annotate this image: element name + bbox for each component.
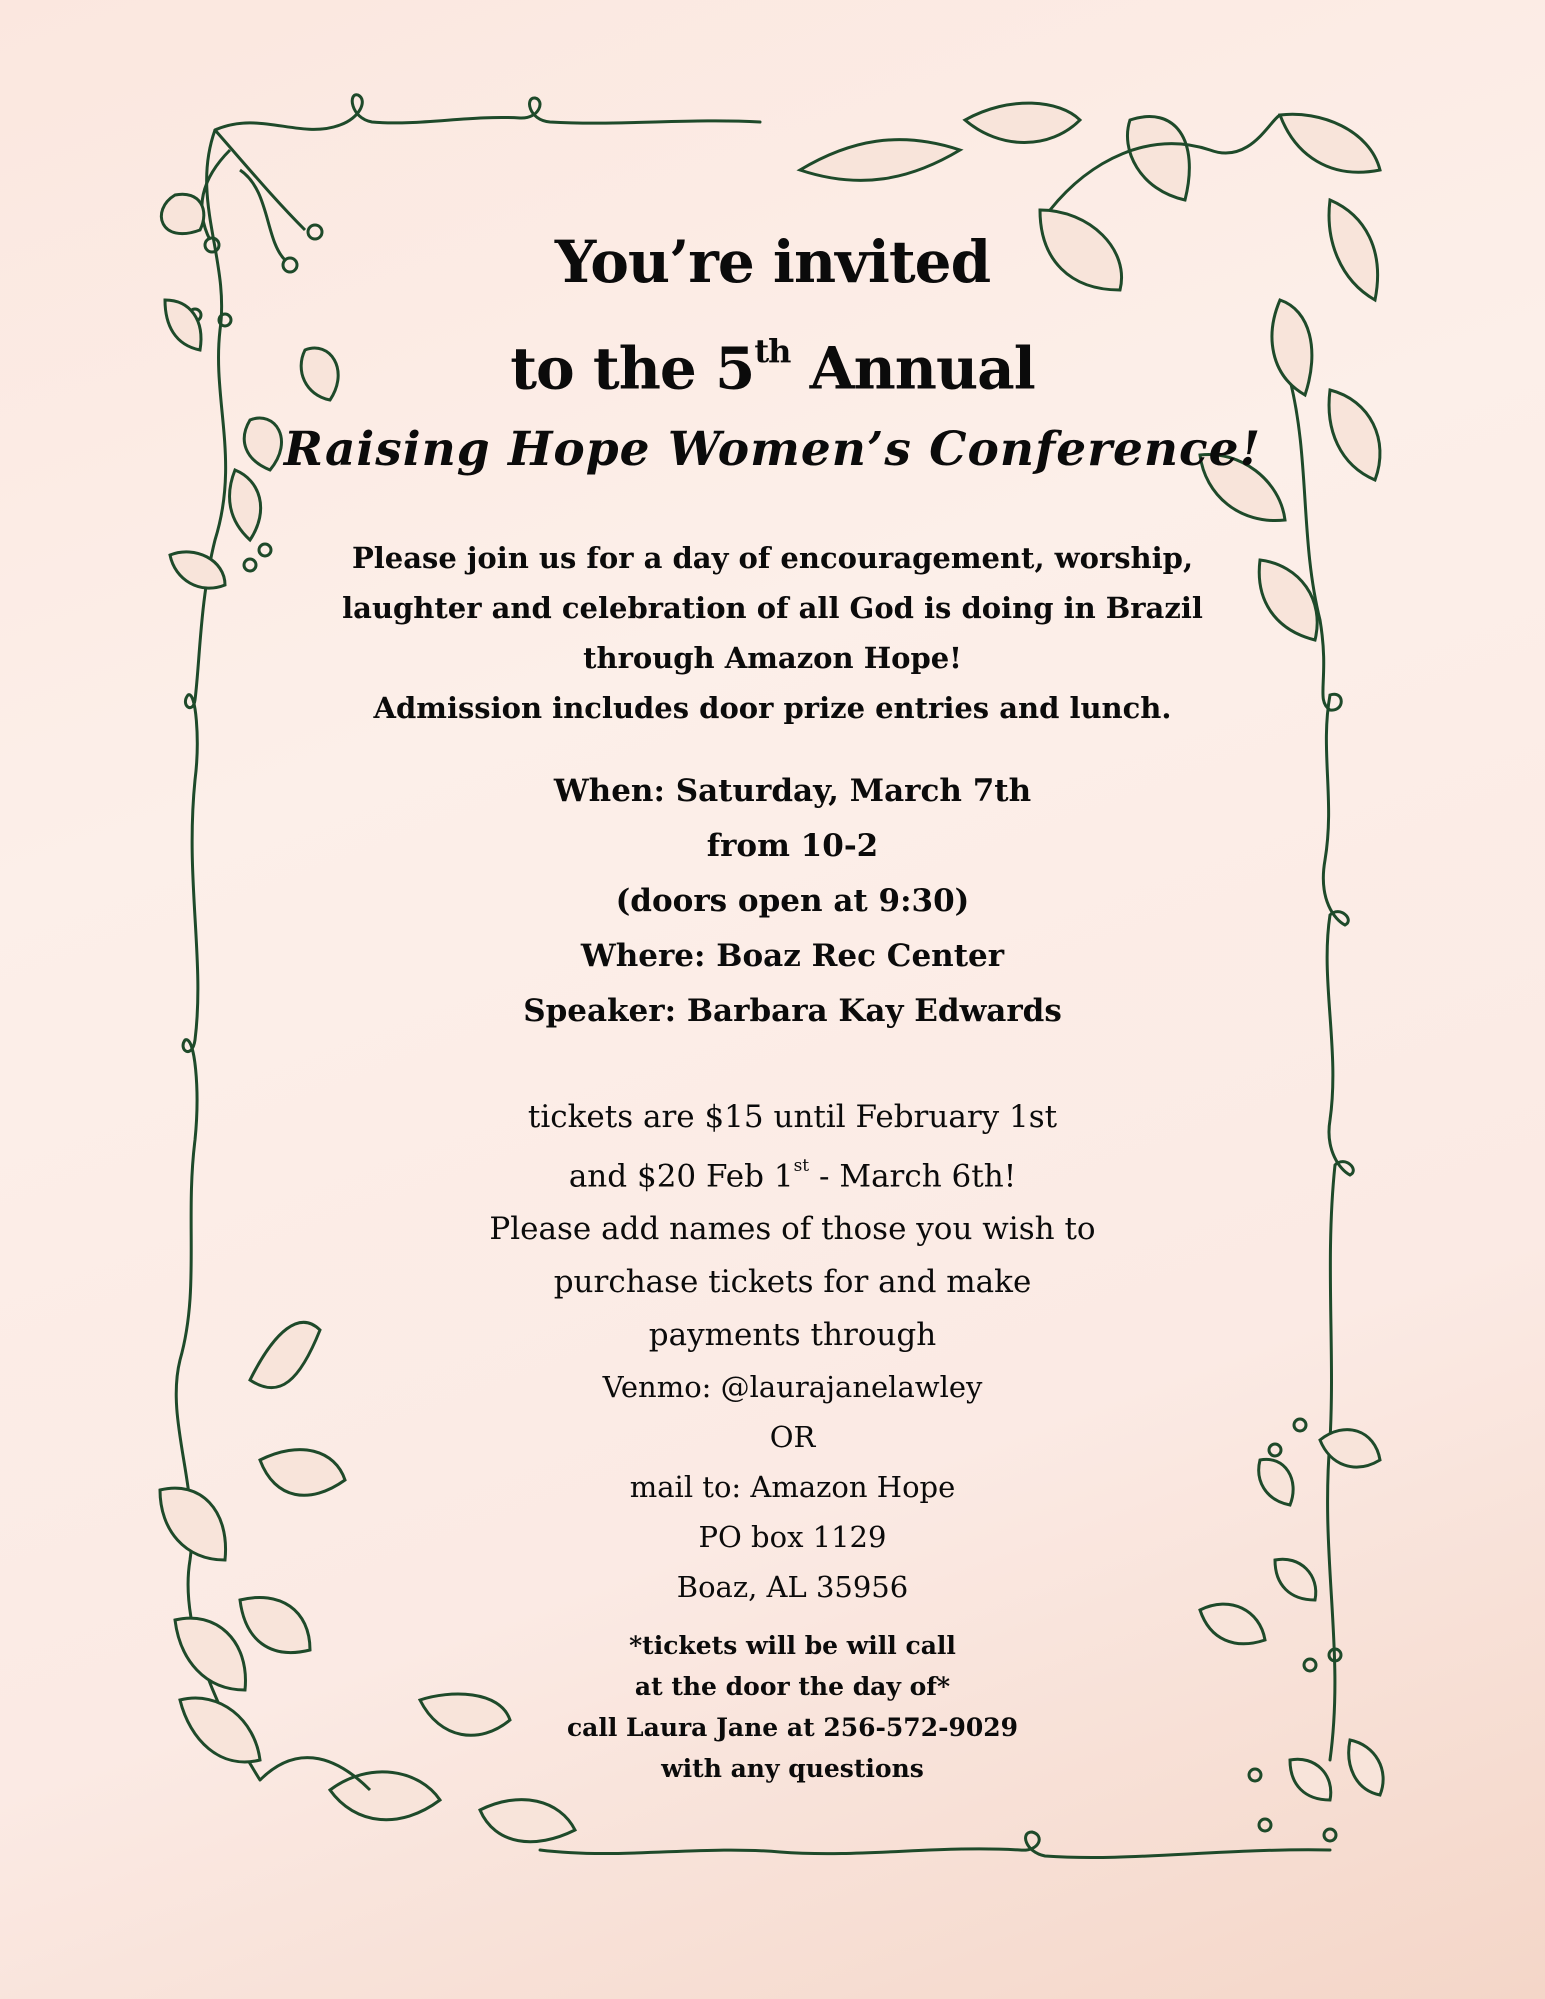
event-name (280, 415, 1265, 485)
ticket-line-2-prefix: and $20 Feb 1 (568, 1158, 794, 1195)
event-title: Raising Hope Women’s Conference! (283, 422, 1262, 477)
footnote-line-2: at the door the day of* (634, 1672, 951, 1701)
invitation-heading (300, 215, 1245, 416)
or-separator: OR (769, 1420, 816, 1455)
ticket-ordinal: st (793, 1156, 810, 1176)
bottom-vine (540, 1832, 1330, 1858)
intro-line-4: Admission includes door prize entries and lunch. (373, 691, 1172, 725)
doors-open: (doors open at 9:30) (615, 883, 970, 919)
event-speaker: Speaker: Barbara Kay Edwards (523, 993, 1062, 1029)
heading-line-2-suffix: Annual (790, 334, 1035, 403)
heading-line-2 (300, 310, 1245, 416)
mailing-city: Boaz, AL 35956 (676, 1570, 909, 1605)
event-location: Where: Boaz Rec Center (580, 938, 1005, 974)
top-vine (215, 95, 760, 130)
ticket-instructions-3: payments through (648, 1317, 937, 1354)
ticket-instructions-2: purchase tickets for and make (553, 1264, 1032, 1301)
ticket-price-line-1: tickets are $15 until February 1st (527, 1099, 1058, 1135)
heading-line-2-prefix: to the 5 (510, 334, 755, 403)
mailing-po-box: PO box 1129 (698, 1520, 887, 1555)
mailing-recipient: mail to: Amazon Hope (629, 1470, 956, 1505)
footnote-line-4: with any questions (661, 1754, 924, 1783)
intro-paragraph (290, 533, 1255, 733)
ticket-instructions-1: Please add names of those you wish to (489, 1211, 1096, 1248)
ordinal-suffix: th (754, 332, 791, 370)
footnote-line-1: *tickets will be will call (629, 1631, 956, 1660)
ticket-line-2-suffix: - March 6th! (809, 1158, 1017, 1195)
intro-line-2: laughter and celebration of all God is doing in Brazil (342, 591, 1203, 625)
intro-line-1: Please join us for a day of encouragement, worship, (351, 541, 1194, 575)
event-time: from 10-2 (706, 828, 879, 864)
event-details (300, 764, 1285, 1039)
venmo-handle: Venmo: @laurajanelawley (602, 1370, 983, 1405)
footnote-line-3: call Laura Jane at 256-572-9029 (566, 1713, 1019, 1742)
event-date: When: Saturday, March 7th (553, 773, 1032, 809)
footnote (300, 1625, 1285, 1789)
heading-line-1: You’re invited (554, 228, 991, 296)
ticket-price-line-2 (300, 1144, 1285, 1203)
ticket-info (300, 1091, 1285, 1612)
intro-line-3: through Amazon Hope! (583, 641, 962, 675)
